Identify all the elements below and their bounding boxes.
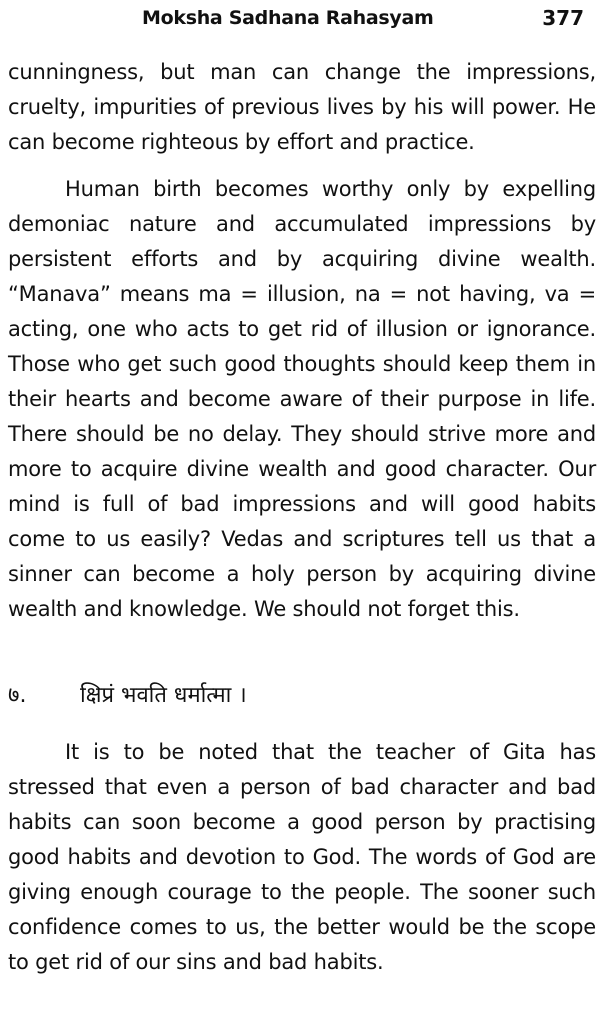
page-number: 377 [542,6,584,30]
paragraph-1: cunningness, but man can change the impressions, cruelty, impurities of previous lives by his will power. He can become righteous by effort and practice. [8,60,596,154]
paragraph-2: Human birth becomes worthy only by expelling demoniac nature and accumulated impressions by persistent efforts and by acquiring divine wealth. “Manava” means ma = illusion, na = not having, va = acting, one who acts to get rid of illusion or ignorance. Those who get such good thoughts should keep them in their hearts and become aware of their purpose in life. There should be no delay. They should strive more and more to acquire divine wealth and good character. Our mind is full of bad impressions and will good habits come to us easily? Vedas and scriptures tell us that a sinner can become a holy person by acquiring divine wealth and knowledge. We should not forget this. [8,177,596,621]
section-number: ७. [8,683,27,708]
paragraph-3: It is to be noted that the teacher of Gita has stressed that even a person of bad character and bad habits can soon become a good person by practising good habits and devotion to God. The words of God are giving enough courage to the people. The sooner such confidence comes to us, the better would be the scope to get rid of our sins and bad habits. [8,740,596,974]
section-title: क्षिप्रं भवति धर्मात्मा । [80,683,247,708]
section-heading [8,676,596,716]
page-header [0,4,600,34]
running-title: Moksha Sadhana Rahasyam [142,7,434,29]
